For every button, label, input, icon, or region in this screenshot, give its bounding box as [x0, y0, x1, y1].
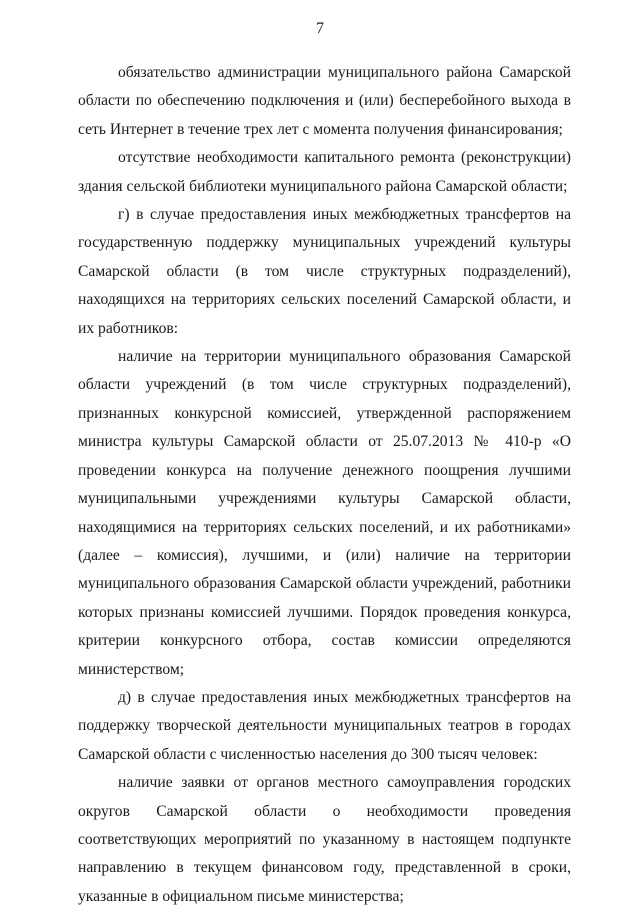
paragraph-item-d: д) в случае предоставления иных межбюджетных трансфертов на поддержку творческой деятельности муниципальных театров в городах Самарской области с численностью населения до 300 тысяч человек:: [78, 688, 571, 763]
page-number: 7: [316, 20, 324, 37]
paragraph-item-g: г) в случае предоставления иных межбюджетных трансфертов на государственную поддержку муниципальных учреждений культуры Самарской области (в том числе структурных подразделений), находящихся на территориях сельских поселений Самарской области, и их работников:: [78, 206, 571, 337]
paragraph-internet-obligation: обязательство администрации муниципального района Самарской области по обеспечению подключения и (или) бесперебойного выхода в сеть Интернет в течение трех лет с момента получения финансирования;: [78, 64, 571, 138]
paragraph-application-requirement: наличие заявки от органов местного самоуправления городских округов Самарской области о необходимости проведения соответствующих мероприятий по указанному в настоящем подпункте направлению в текущем финансовом году, представленной в сроки, указанные в официальном письме министерства;: [78, 774, 571, 905]
document-body: [78, 59, 571, 911]
paragraph-best-institutions: наличие на территории муниципального образования Самарской области учреждений (в том числе структурных подразделений), признанных конкурсной комиссией, утвержденной распоряжением министра культуры Самарской области от 25.07.2013 № 410-р «О проведении конкурса на получение денежного поощрения лучшими муниципальными учреждениями культуры Самарской области, находящимися на территориях сельских поселений, и их работниками» (далее – комиссия), лучшими, и (или) наличие на территории муниципального образования Самарской области учреждений, работники которых признаны комиссией лучшими. Порядок проведения конкурса, критерии конкурсного отбора, состав комиссии определяются министерством;: [78, 348, 571, 678]
paragraph-no-capital-repair: отсутствие необходимости капитального ремонта (реконструкции) здания сельской библиотеки муниципального района Самарской области;: [78, 149, 571, 195]
